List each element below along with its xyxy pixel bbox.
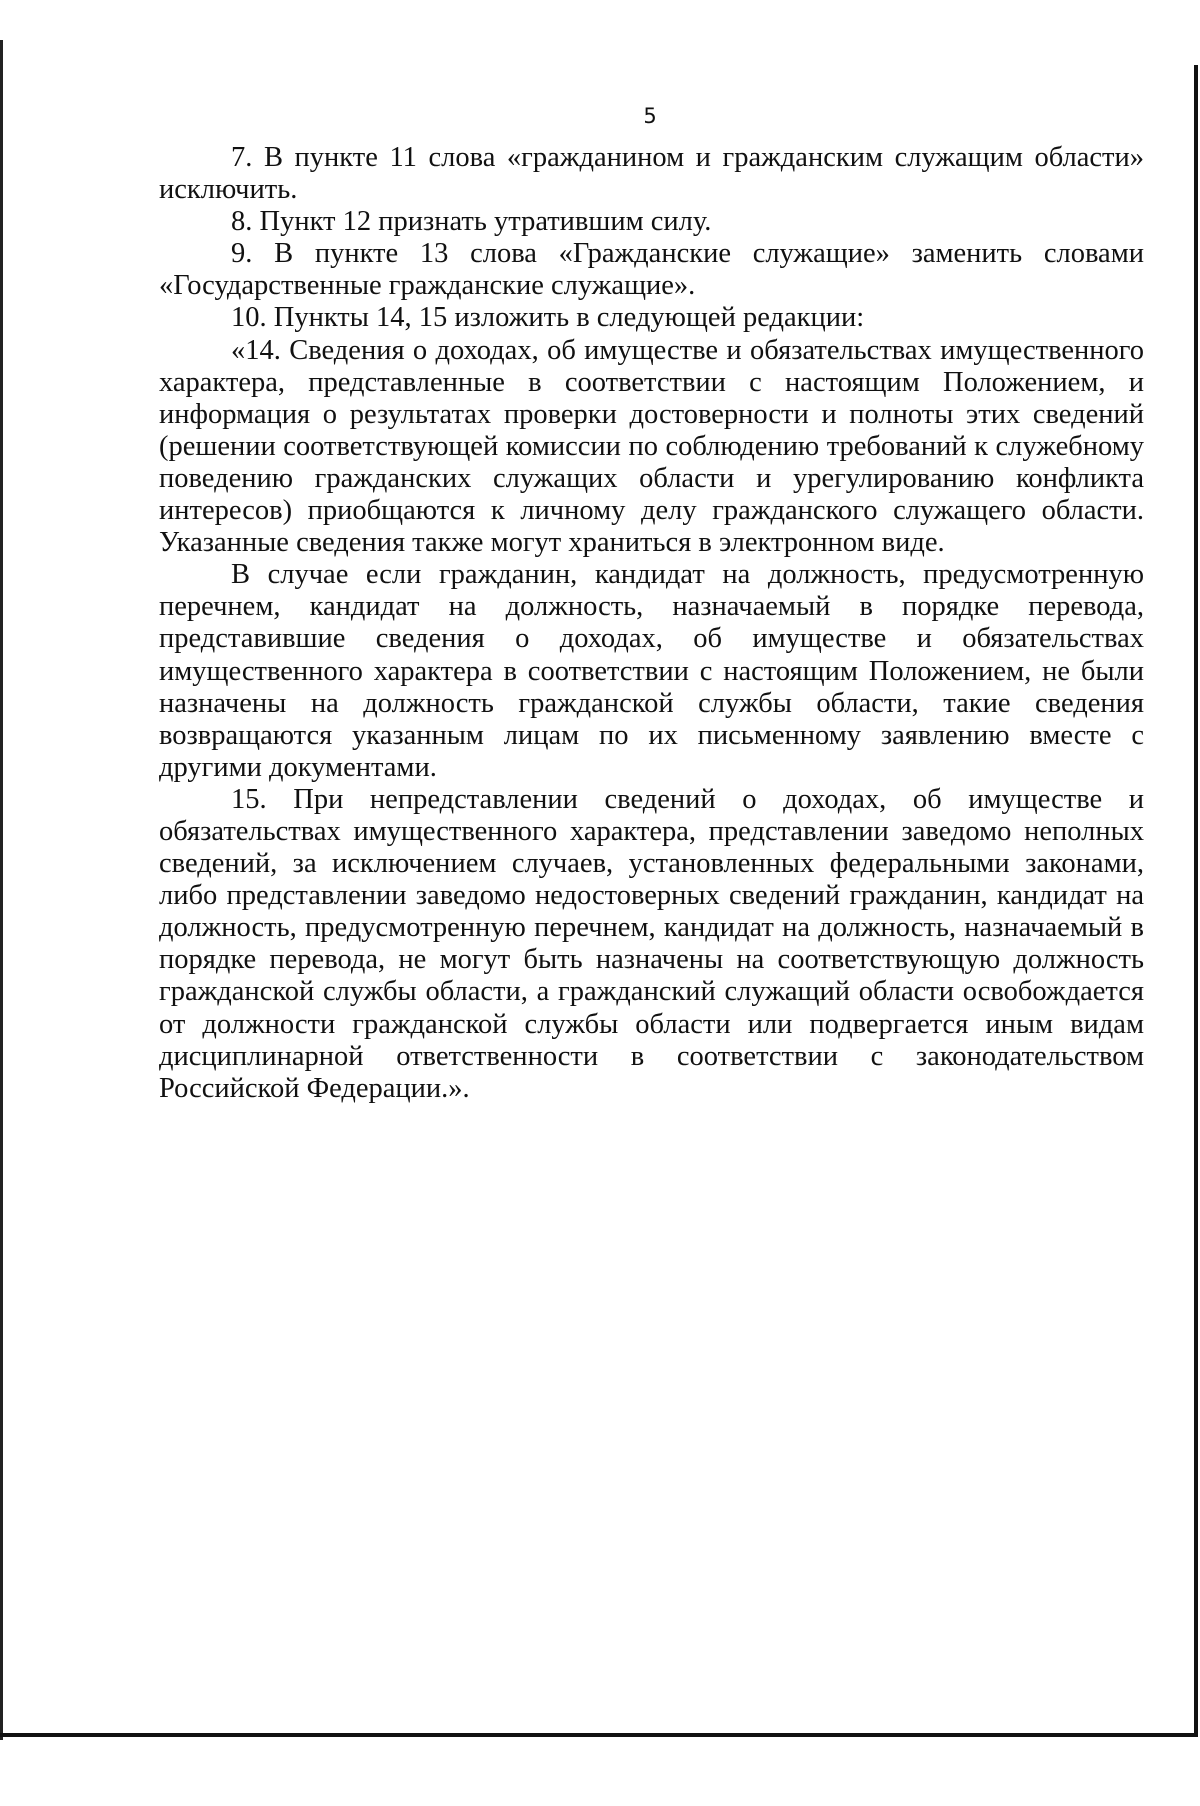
scan-border-left bbox=[0, 40, 3, 1740]
page-number: 5 bbox=[643, 104, 657, 128]
paragraph-item-7: 7. В пункте 11 слова «гражданином и гражданским служащим области» исключить. bbox=[159, 142, 1144, 206]
paragraph-clause-14-continued: В случае если гражданин, кандидат на должность, предусмотренную перечнем, кандидат на должность, назначаемый в порядке перевода, представившие сведения о доходах, об имуществе и обязательствах имущественного характера в соответствии с настоящим Положением, не были назначены на должность гражданской службы области, такие сведения возвращаются указанным лицам по их письменному заявлению вместе с другими документами. bbox=[159, 559, 1144, 783]
scan-border-bottom bbox=[0, 1733, 1198, 1737]
paragraph-clause-14: «14. Сведения о доходах, об имуществе и обязательствах имущественного характера, представленные в соответствии с настоящим Положением, и информация о результатах проверки достоверности и полноты этих сведений (решении соответствующей комиссии по соблюдению требований к служебному поведению гражданских служащих области и урегулированию конфликта интересов) приобщаются к личному делу гражданского служащего области. Указанные сведения также могут храниться в электронном виде. bbox=[159, 334, 1144, 559]
document-body bbox=[159, 142, 1144, 1105]
scan-border-right bbox=[1194, 65, 1198, 1735]
paragraph-clause-15: 15. При непредставлении сведений о доходах, об имуществе и обязательствах имущественного характера, представлении заведомо неполных сведений, за исключением случаев, установленных федеральными законами, либо представлении заведомо недостоверных сведений гражданин, кандидат на должность, предусмотренную перечнем, кандидат на должность, назначаемый в порядке перевода, не могут быть назначены на соответствующую должность гражданской службы области, а гражданский служащий области освобождается от должности гражданской службы области или подвергается иным видам дисциплинарной ответственности в соответствии с законодательством Российской Федерации.». bbox=[159, 783, 1144, 1104]
paragraph-item-8: 8. Пункт 12 признать утратившим силу. bbox=[231, 206, 712, 238]
paragraph-item-10: 10. Пункты 14, 15 изложить в следующей редакции: bbox=[231, 302, 865, 334]
paragraph-item-9: 9. В пункте 13 слова «Гражданские служащие» заменить словами «Государственные гражданские служащие». bbox=[159, 238, 1144, 302]
